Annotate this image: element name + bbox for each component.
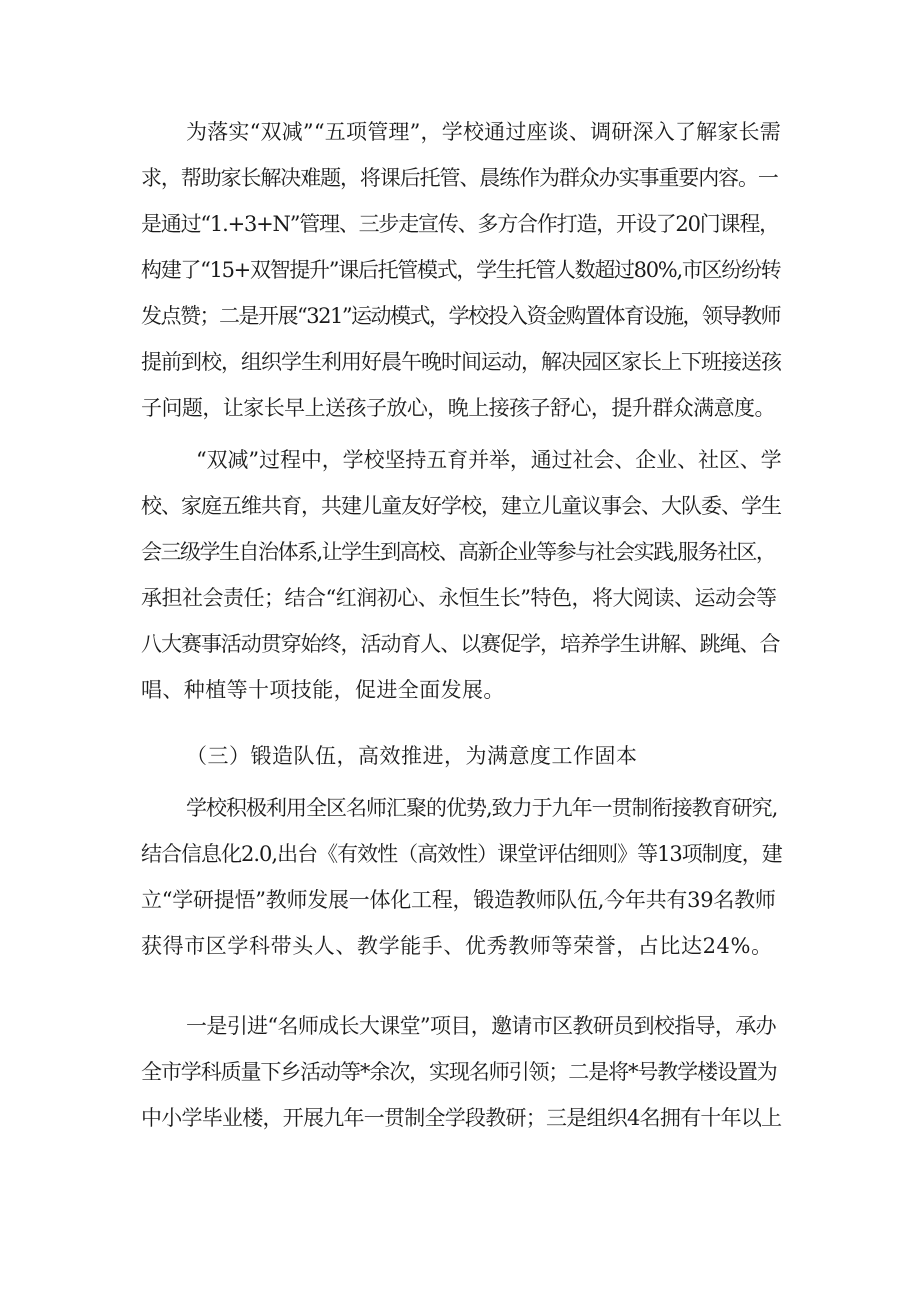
para1-line2: 求，帮助家长解决难题，将课后托管、晨练作为群众办实事重要内容。一 <box>141 166 778 190</box>
para1-line4: 构建了“15+双智提升”课后托管模式，学生托管人数超过80%,市区纷纷转 <box>141 258 781 282</box>
para3-line3: 立“学研提悟”教师发展一体化工程，锻造教师队伍,今年共有39名教师 <box>141 888 776 912</box>
para2-line1: “双减”过程中，学校坚持五育并举，通过社会、企业、社区、学 <box>196 448 782 472</box>
para4-line2: 全市学科质量下乡活动等*余次，实现名师引领；二是将*号教学楼设置为 <box>141 1060 777 1084</box>
para1-line6: 提前到校，组织学生利用好晨午晚时间运动，解决园区家长上下班接送孩 <box>141 350 781 374</box>
para1-line3: 是通过“1.+3+N”管理、三步走宣传、多方合作打造，开设了20门课程， <box>141 212 779 236</box>
para2-line6: 唱、种植等十项技能，促进全面发展。 <box>141 678 505 702</box>
para3-line4: 获得市区学科带头人、教学能手、优秀教师等荣誉，占比达24%。 <box>141 934 773 958</box>
para2-line5: 八大赛事活动贯穿始终，活动育人、以赛促学，培养学生讲解、跳绳、合 <box>141 632 780 656</box>
para4-line3: 中小学毕业楼，开展九年一贯制全学段教研；三是组织4名拥有十年以上 <box>141 1106 782 1130</box>
para2-line2: 校、家庭五维共育，共建儿童友好学校，建立儿童议事会、大队委、学生 <box>141 494 781 518</box>
para1-line1: 为落实“双减”“五项管理”，学校通过座谈、调研深入了解家长需 <box>186 120 781 144</box>
para3-line2: 结合信息化2.0,出台《有效性（高效性）课堂评估细则》等13项制度，建 <box>141 842 782 866</box>
para1-line5: 发点赞；二是开展“321”运动模式，学校投入资金购置体育设施，领导教师 <box>141 304 781 328</box>
section-heading: （三）锻造队伍，高效推进，为满意度工作固本 <box>186 744 638 768</box>
para2-line3: 会三级学生自治体系,让学生到高校、高新企业等参与社会实践,服务社区， <box>141 540 776 564</box>
para1-line7: 子问题，让家长早上送孩子放心，晚上接孩子舒心，提升群众满意度。 <box>141 396 775 420</box>
para4-line1: 一是引进“名师成长大课堂”项目，邀请市区教研员到校指导，承办 <box>186 1014 776 1038</box>
para2-line4: 承担社会责任；结合“红润初心、永恒生长”特色，将大阅读、运动会等 <box>141 586 777 610</box>
para3-line1: 学校积极利用全区名师汇聚的优势,致力于九年一贯制衔接教育研究, <box>186 796 778 820</box>
